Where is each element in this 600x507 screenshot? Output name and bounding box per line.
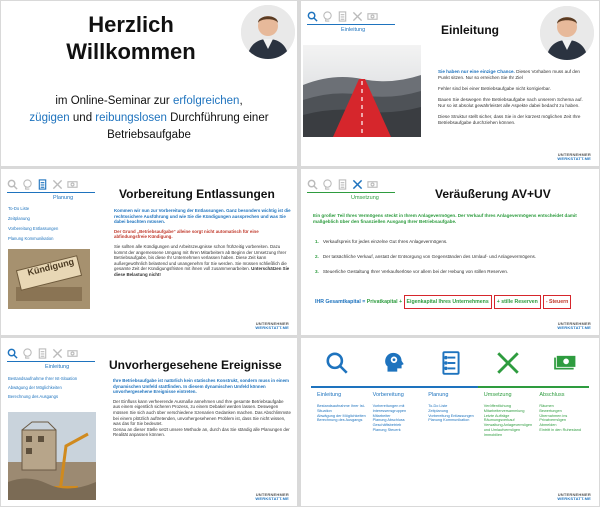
subtitle-highlight-3: reibungslosen [95,112,167,124]
phase-item[interactable]: Räumen [539,404,554,408]
phase-item[interactable]: Planung Abschluss Geschäftsbetrieb [372,418,405,428]
phase-item[interactable]: Vorbereitungen mit Interessensgruppen [372,404,407,413]
subtitle-text-5: Betriebsaufgabe [107,129,191,141]
money-icon[interactable] [67,346,78,357]
money-icon[interactable] [367,9,378,20]
phase-item[interactable]: Vorbereitung Entlassungen [428,413,474,418]
sidebar-item-berechnung[interactable]: Berechnung des Ausgangs [8,394,59,399]
sidebar-item-todo[interactable]: To-Do Liste [8,206,30,211]
brand-line2: WERKSTATT.ME [557,156,591,161]
brand-logo [557,322,591,330]
list-item: Steuerliche Gestaltung Ihrer Verkaufserlöse vor allem bei der Hebung von stillen Reserven. [322,269,509,274]
phase-item[interactable]: Mitarbeiterversammlung [483,408,525,413]
intro-p3: Bauen Sie deswegen Ihre Betriebsaufgabe nach unserem Schema auf. Nur so ist absolut gewährleistet alle Aspekte dabei bedacht zu haben. [438,97,583,108]
phase-item[interactable]: Immobilien [483,432,503,437]
phase-icon-bar [307,177,378,188]
phase-icon-bar [307,9,378,20]
phase-label: Planung [53,195,74,201]
overview-icons [315,350,587,381]
brain-head-icon[interactable] [372,350,416,381]
slide-title: Vorbereitung Entlassungen [119,187,275,201]
entlassungen-warning: Unterschätzen Sie diese Belastung nicht! [114,266,290,277]
sidebar-item-bestandsaufnahme[interactable]: Bestandsaufnahme Ihrer Ist-Situation [8,376,78,381]
sidebar-item-abwaegung[interactable]: Abwägung der Möglichkeiten [8,385,62,390]
phase-item[interactable]: Zeitplanung [428,408,449,413]
subtitle-text-4: Durchführung einer [166,112,269,124]
phase-item[interactable]: Räumungsverkauf [483,418,515,423]
timeline-segment [367,386,423,388]
phase-column-vorbereitung [367,392,423,438]
money-icon[interactable] [67,177,78,188]
phase-label: Planung [428,392,449,398]
brain-icon[interactable] [322,177,333,188]
slide-title: Einleitung [441,23,499,37]
brand-logo [255,322,289,330]
intro-text [438,69,586,126]
kuendigung-sign-image [8,249,90,309]
subtitle-highlight-2: zügigen [29,112,70,124]
slide-welcome[interactable] [1,1,297,166]
phase-label: Umsetzung [351,195,379,201]
sidebar-list [8,204,58,244]
timeline-segment [533,386,589,388]
phase-underline [307,24,395,25]
phase-icon-bar [7,346,78,357]
formula-label: IHR Gesamtkapital [315,299,361,305]
brand-line2: WERKSTATT.ME [255,325,289,330]
slide-einleitung[interactable] [301,1,599,166]
phase-item[interactable]: Abwägung der Möglichkeiten [317,413,366,418]
list-number-1: 1. [315,239,319,244]
phase-column-planung [422,392,478,438]
brand-logo [255,493,289,501]
phase-item[interactable]: Planung Kommunikation [428,418,470,423]
formula-eq: = [360,299,367,305]
phase-icon-bar [7,177,78,188]
tools-icon[interactable] [486,350,530,381]
brand-line2: WERKSTATT.ME [255,496,289,501]
timeline-segment [478,386,534,388]
welcome-title-line2: Willkommen [66,39,196,64]
phase-item[interactable]: Übernahmen ins Privatvermögen [539,413,568,423]
brand-line1: UNTERNEHMER [557,152,591,157]
brand-logo [557,493,591,501]
ereignisse-p1: Ihre Betriebsaufgabe ist natürlich kein statisches Konstrukt, sondern muss in einem dynamischen Umfeld stattfinden. In diesem dynamischen Umfeld können unvorhergesehene Ereignisse eintreten. [113,378,289,395]
phase-label: Vorbereitung [372,392,404,398]
formula-term-privatkapital: Privatkapital [366,299,398,305]
brand-logo [557,153,591,161]
phase-item[interactable]: Eintritt in den Ruhestand [539,427,581,432]
phase-label: Einleitung [341,27,366,33]
list-item: Verkaufspreis für jedes einzelne Gut Ihres Anlagevermögens. [322,239,448,244]
timeline-segment [422,386,478,388]
intro-highlight: Sie haben nur eine einzige Chance. [438,69,515,74]
sidebar-item-entlassungen[interactable]: Vorbereitung Entlassungen [8,226,59,231]
search-icon[interactable] [307,177,318,188]
formula-term-eigenkapital: Eigenkapital Ihres Unternehmens [404,295,492,309]
phase-item[interactable]: Bewertungen [539,408,562,413]
brand-line1: UNTERNEHMER [255,321,289,326]
tools-icon[interactable] [52,346,63,357]
brand-line2: WERKSTATT.ME [557,496,591,501]
checklist-icon[interactable] [337,177,348,188]
brand-line1: UNTERNEHMER [557,492,591,497]
tools-icon[interactable] [352,177,363,188]
welcome-subtitle [9,93,289,144]
list-number-3: 3. [315,269,319,274]
list-number-2: 2. [315,254,319,259]
ereignisse-p3: Genau an dieser Stelle setzt unsere Methode an, durch das Sie ständig alle Planungen der Realität anpassen können. [113,426,290,438]
brand-line1: UNTERNEHMER [255,492,289,497]
intro-p2: Fehler sind bei einer Betriebsaufgabe nicht korrigierbar. [438,86,551,91]
phase-item[interactable]: To-Do Liste [428,404,448,408]
sign-text: Kündigung [26,256,75,278]
formula-term-stille-reserven: + stille Reserven [494,295,541,309]
intro-p1: Dieses Vorhaben muss auf den Punkt sitzen. Nur so erreichen Sie Ihr Ziel [438,69,580,80]
subtitle-highlight-1: erfolgreichen [172,95,240,107]
phase-column-einleitung [311,392,367,438]
tools-icon[interactable] [352,9,363,20]
phase-item[interactable]: Letzte Aufträge [483,413,510,418]
phase-item[interactable]: Abmelden [539,423,557,428]
phase-column-abschluss [533,392,589,438]
entlassungen-text [114,208,291,278]
av-uv-intro: Ein großer Teil Ihres Vermögens steckt in Ihrem Anlagevermögen. Der Verkauf Ihres Anlagevermögens entscheidet damit maßgeblich über den finanziellen Ausgang Ihrer Betriebsaufgabe. [313,213,577,224]
search-icon[interactable] [307,9,318,20]
phase-column-umsetzung [478,392,534,438]
phase-item[interactable]: Veröffentlichung [483,404,511,408]
sidebar-list [8,374,77,401]
formula-term-steuern: - Steuern [543,295,571,309]
formula-plus: + [397,299,404,305]
subtitle-text-1: im Online-Seminar zur [55,95,173,107]
phase-item[interactable]: Verwaltung Anlagevermögen und Umlaufvermögen [483,423,533,432]
phase-label: Abschluss [539,392,565,398]
slide-vorbereitung-entlassungen[interactable] [1,169,297,335]
intro-p4: Diese Struktur stellt sicher, dass Sie in der kürzest möglichen Zeit Ihre Betriebsaufgabe durchziehen können. [438,114,581,125]
slide-overview[interactable] [301,338,599,506]
presenter-photo [540,6,594,60]
timeline-segment [311,386,367,388]
phase-item[interactable]: Berechnung des Ausgangs [317,418,363,423]
search-icon[interactable] [7,177,18,188]
entlassungen-p1: Kommen wir nun zur Vorbereitung der Entlassungen. Ganz besonders wichtig ist die rechtssichere Ausführung und wie Sie die Kündigungen aussprechen und was Sie dabei beachten müssen. [114,208,291,225]
capital-formula [315,295,571,309]
brand-line2: WERKSTATT.ME [557,325,591,330]
subtitle-text-3: und [69,112,96,124]
slide-unvorhergesehene-ereignisse[interactable] [1,338,297,506]
checklist-icon[interactable] [337,9,348,20]
subtitle-text-2: , [239,95,243,107]
slide-veraeusserung[interactable] [301,169,599,335]
entlassungen-p3: Sie sollten alle Kündigungen und Arbeitszeugnisse schon frühzeitig vorbereiten. Dazu kommt der angemessene Umgang mit Ihren Mitarbeitern ab Beginn der Umsetzung Ihrer Betriebsaufgabe, bis diese Ihr Unternehmen verlassen haben. Diese Zeit kann außergewöhnlich belastend und unangenehm für Sie werden. Sie müssen schließlich die gesamte Zeit der Kündigungsfristen mit ihnen voll zusammenarbeiten. [114,243,287,272]
search-icon[interactable] [7,346,18,357]
entlassungen-p2: Der Grund „Betriebsaufgabe“ alleine sorgt nicht automatisch für eine abfindungsfreie Kündigung. [114,228,259,240]
search-icon[interactable] [315,350,359,381]
phase-underline [7,192,95,193]
checklist-icon[interactable] [429,350,473,381]
phase-underline [307,192,395,193]
brand-line1: UNTERNEHMER [557,321,591,326]
phase-timeline [311,386,589,388]
demolition-image [8,412,96,500]
checklist-icon[interactable] [37,177,48,188]
phase-label: Einleitung [45,364,70,370]
money-icon[interactable] [367,177,378,188]
ereignisse-text [113,378,291,438]
phase-item[interactable]: Planung Steuerk [372,427,401,432]
red-road-image [303,45,421,137]
phase-underline [7,361,95,362]
slide-title: Unvorhergesehene Ereignisse [109,358,282,372]
money-icon[interactable] [543,350,587,381]
welcome-title-line1: Herzlich [88,12,174,37]
sidebar-item-zeitplanung[interactable]: Zeitplanung [8,216,30,221]
checklist-icon[interactable] [37,346,48,357]
brain-icon[interactable] [322,9,333,20]
list-item: Der tatsächliche Verkauf, anstatt der Entsorgung von Gegenständen des Umlauf- und Anlagevermögens. [322,254,537,259]
av-uv-list [315,239,589,275]
ereignisse-p2: Der Einfluss kann verheerende Ausmaße annehmen und Ihre gesamte Betriebsaufgabe aus einem eigentlich sicheren Prozess, zu einem Debakel werden lassen. Deswegen müssen Sie sich auch über verschiedene Szenarien Gedanken machen. Das Abschlimmste bei einem plötzlich auftretenden, unvorhergesehenen Problem ist, dass Sie nicht wissen, was das für Sie bedeutet. [113,398,291,427]
phase-label: Umsetzung [483,392,512,398]
tools-icon[interactable] [52,177,63,188]
welcome-title [31,11,231,65]
phase-item[interactable]: Mitarbeiter [372,413,391,418]
brain-icon[interactable] [22,177,33,188]
phase-item[interactable]: Bestandsaufnahme Ihrer Ist-Situation [317,404,365,413]
phase-label: Einleitung [317,392,342,398]
slide-title: Veräußerung AV+UV [435,187,551,201]
sidebar-item-kommunikation[interactable]: Planung Kommunikation [8,236,54,241]
presenter-photo [241,5,295,59]
phase-columns [311,392,589,438]
brain-icon[interactable] [22,346,33,357]
